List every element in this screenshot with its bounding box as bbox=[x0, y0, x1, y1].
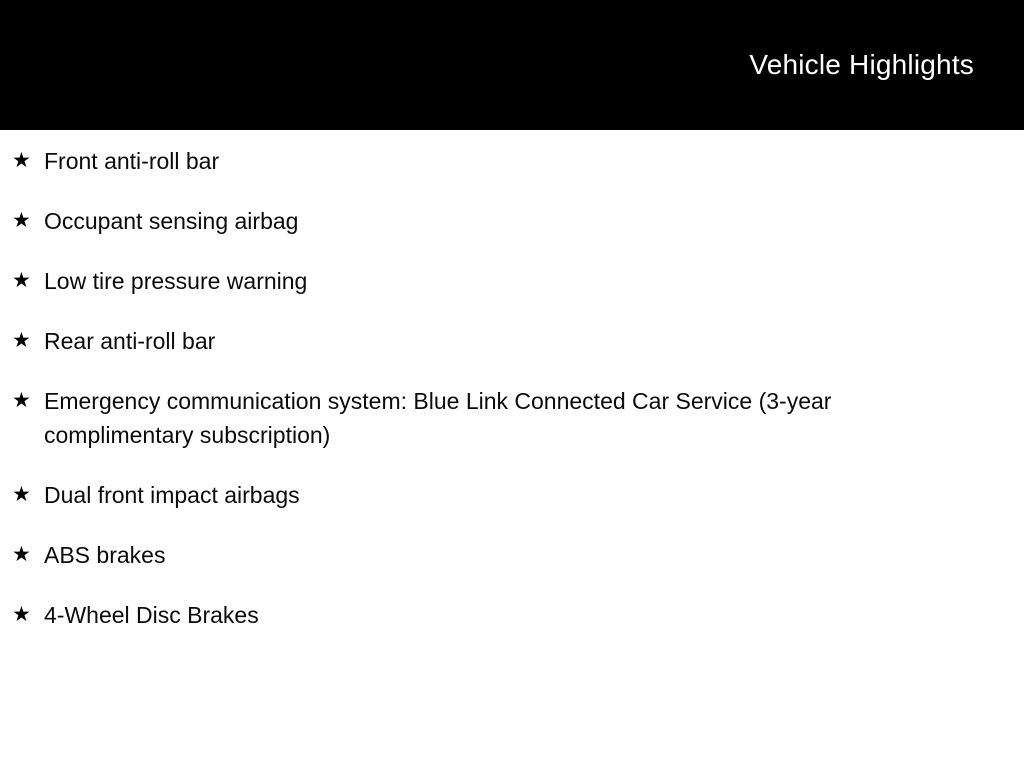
feature-label: 4-Wheel Disc Brakes bbox=[44, 602, 259, 628]
feature-label: Emergency communication system: Blue Link Connected Car Service (3-year complimentary subscription) bbox=[44, 388, 832, 448]
list-item bbox=[0, 384, 1024, 452]
list-item bbox=[0, 478, 1024, 512]
feature-label: Dual front impact airbags bbox=[44, 482, 300, 508]
feature-label: Rear anti-roll bar bbox=[44, 328, 216, 354]
star-icon: ★ bbox=[12, 483, 31, 506]
feature-label: Front anti-roll bar bbox=[44, 148, 220, 174]
feature-label: Low tire pressure warning bbox=[44, 268, 308, 294]
header-bar bbox=[0, 0, 1024, 130]
list-item bbox=[0, 538, 1024, 572]
list-item bbox=[0, 144, 1024, 178]
list-item bbox=[0, 204, 1024, 238]
star-icon: ★ bbox=[12, 389, 31, 412]
list-item bbox=[0, 324, 1024, 358]
list-item bbox=[0, 598, 1024, 632]
star-icon: ★ bbox=[12, 269, 31, 292]
star-icon: ★ bbox=[12, 209, 31, 232]
feature-label: ABS brakes bbox=[44, 542, 166, 568]
star-icon: ★ bbox=[12, 543, 31, 566]
feature-label: Occupant sensing airbag bbox=[44, 208, 299, 234]
star-icon: ★ bbox=[12, 603, 31, 626]
list-item bbox=[0, 264, 1024, 298]
feature-list bbox=[0, 144, 1024, 632]
page-title: Vehicle Highlights bbox=[749, 48, 974, 80]
star-icon: ★ bbox=[12, 149, 31, 172]
highlights-content bbox=[0, 130, 1024, 632]
star-icon: ★ bbox=[12, 329, 31, 352]
